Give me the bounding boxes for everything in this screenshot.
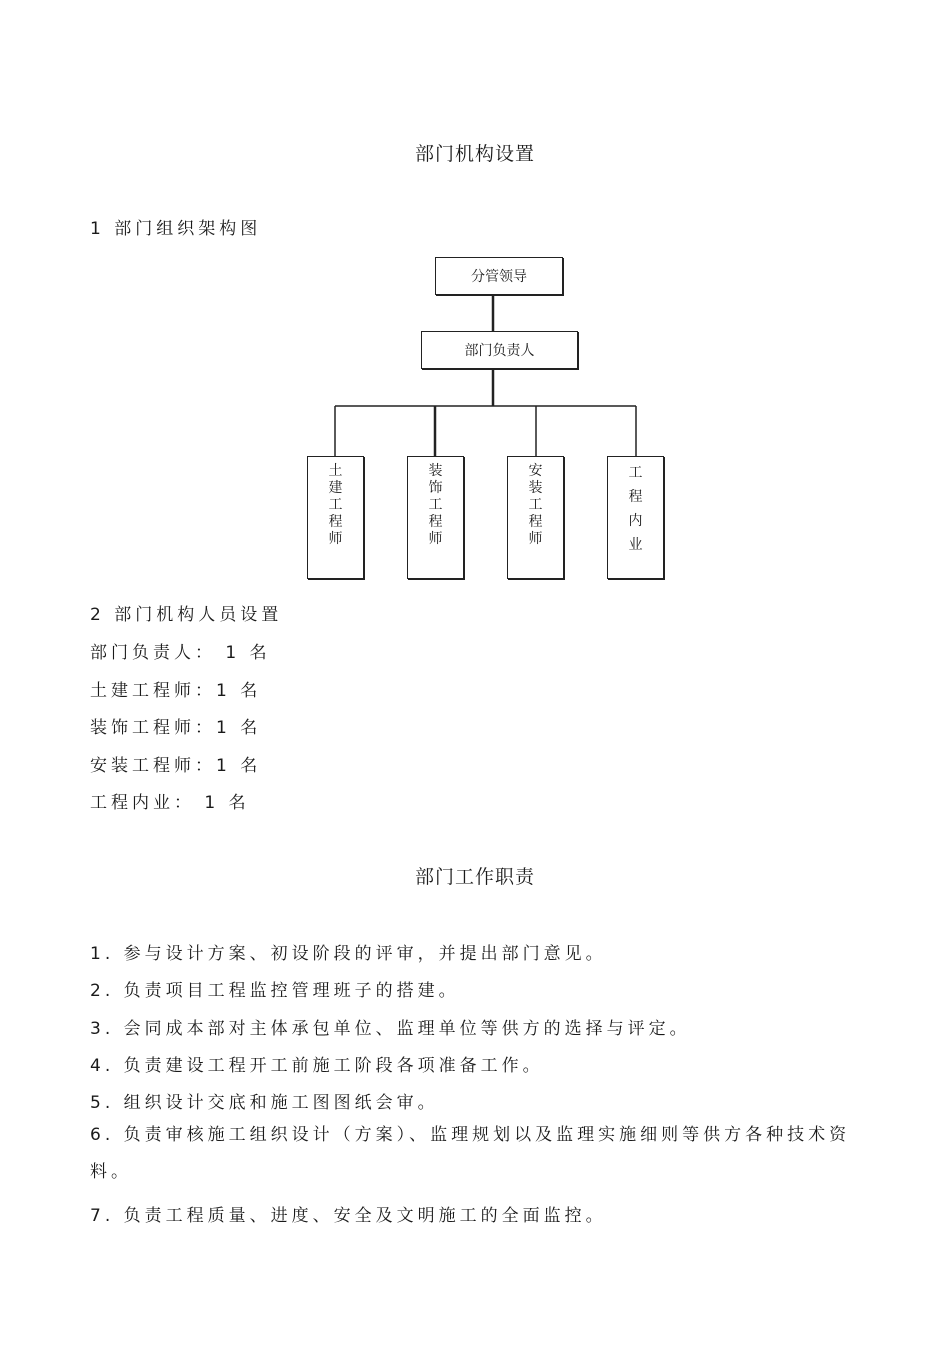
org-char: 程 xyxy=(628,489,643,505)
duty-item: 7. 负责工程质量、进度、安全及文明施工的全面监控。 xyxy=(90,1206,607,1226)
org-char: 师 xyxy=(528,531,543,547)
duty-item: 3. 会同成本部对主体承包单位、监理单位等供方的选择与评定。 xyxy=(90,1019,691,1039)
org-char: 师 xyxy=(428,531,443,547)
org-box-engineering-clerk xyxy=(607,456,664,579)
org-char: 工 xyxy=(328,497,343,513)
section-heading-org-chart: 1 部门组织架构图 xyxy=(90,219,262,239)
org-char: 建 xyxy=(328,480,343,496)
org-box-installation-engineer xyxy=(507,456,564,579)
staff-line: 部门负责人： 1 名 xyxy=(90,643,271,663)
staff-line: 工程内业： 1 名 xyxy=(90,793,250,813)
org-chart xyxy=(0,0,950,600)
org-char: 程 xyxy=(428,514,443,530)
section-heading-staffing: 2 部门机构人员设置 xyxy=(90,605,283,625)
org-box-supervisor xyxy=(435,257,563,295)
org-char: 安 xyxy=(528,463,543,479)
page-title: 部门机构设置 xyxy=(414,143,535,165)
org-box-supervisor-label: 分管领导 xyxy=(471,269,527,285)
duty-item: 1. 参与设计方案、初设阶段的评审，并提出部门意见。 xyxy=(90,944,607,964)
section-title-duties: 部门工作职责 xyxy=(414,866,535,888)
staff-line: 装饰工程师：1 名 xyxy=(90,718,262,738)
org-char: 师 xyxy=(328,531,343,547)
org-char: 装 xyxy=(528,480,543,496)
org-char: 业 xyxy=(628,537,643,553)
org-char: 工 xyxy=(428,497,443,513)
org-char: 装 xyxy=(428,463,443,479)
org-char: 饰 xyxy=(428,480,443,496)
duty-item: 6. 负责审核施工组织设计（方案）、监理规划以及监理实施细则等供方各种技术资料。 xyxy=(90,1125,851,1182)
org-char: 工 xyxy=(528,497,543,513)
duty-item: 2. 负责项目工程监控管理班子的搭建。 xyxy=(90,981,460,1001)
org-box-decoration-engineer xyxy=(407,456,464,579)
org-char: 土 xyxy=(328,463,343,479)
staff-line: 安装工程师：1 名 xyxy=(90,756,262,776)
org-chart-connectors xyxy=(0,0,950,600)
duty-item: 5. 组织设计交底和施工图图纸会审。 xyxy=(90,1093,439,1113)
org-box-dept-head-label: 部门负责人 xyxy=(464,343,535,359)
org-char: 程 xyxy=(328,514,343,530)
staff-line: 土建工程师：1 名 xyxy=(90,681,262,701)
duty-item: 4. 负责建设工程开工前施工阶段各项准备工作。 xyxy=(90,1056,544,1076)
org-char: 工 xyxy=(628,465,643,481)
org-box-dept-head xyxy=(421,331,578,369)
org-box-civil-engineer xyxy=(307,456,364,579)
org-char: 内 xyxy=(628,513,643,529)
org-char: 程 xyxy=(528,514,543,530)
